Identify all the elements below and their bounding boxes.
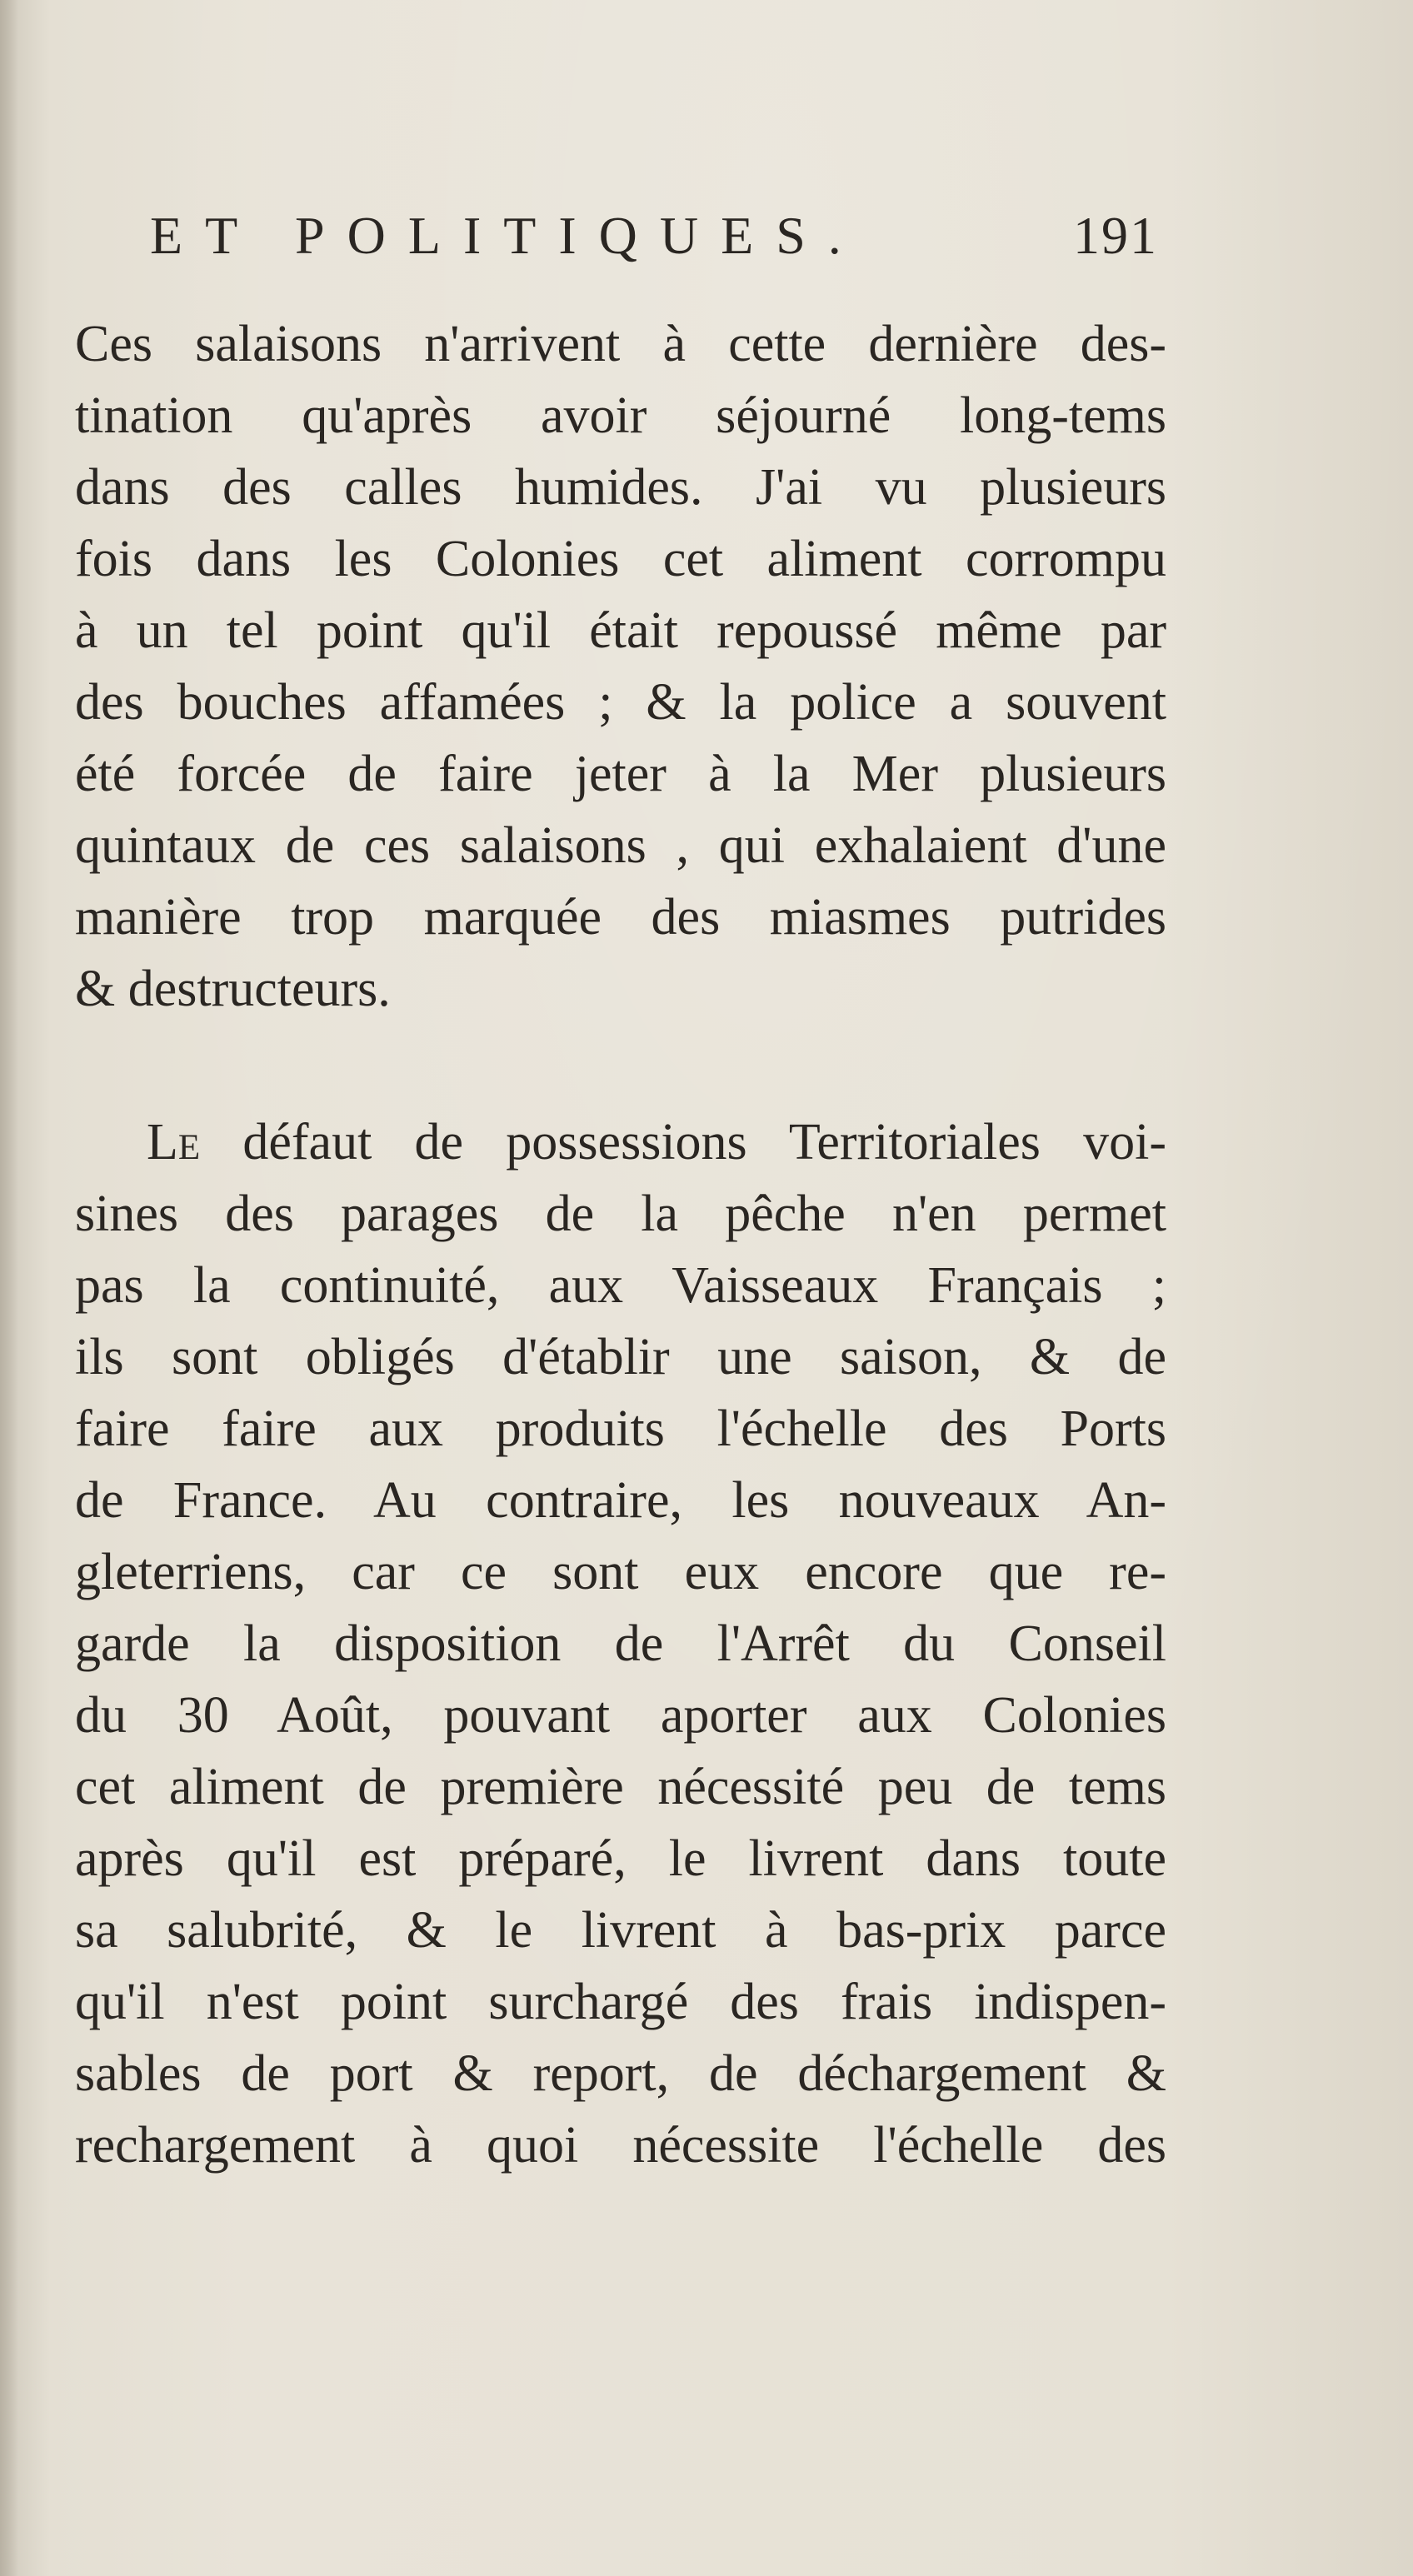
text-line: qu'il n'est point surchargé des frais indispen-	[75, 1974, 1166, 2030]
text-line: de France. Au contraire, les nouveaux An-	[75, 1472, 1166, 1529]
text-line: Ces salaisons n'arrivent à cette dernière des-	[75, 316, 1166, 372]
page-number: 191	[1073, 206, 1158, 265]
text-line: été forcée de faire jeter à la Mer plusieurs	[75, 746, 1166, 802]
text-line: pas la continuité, aux Vaisseaux Français ;	[75, 1257, 1166, 1314]
text-line: gleterriens, car ce sont eux encore que re-	[75, 1544, 1166, 1600]
text-line: & destructeurs.	[75, 961, 391, 1017]
text-line: garde la disposition de l'Arrêt du Conseil	[75, 1615, 1166, 1672]
text-line: à un tel point qu'il était repoussé même par	[75, 602, 1166, 659]
text-line-rest: défaut de possessions Territoriales voi-	[242, 1114, 1166, 1171]
body-text	[75, 308, 1166, 2181]
text-line: cet aliment de première nécessité peu de tems	[75, 1759, 1166, 1815]
text-line: rechargement à quoi nécessite l'échelle des	[75, 2117, 1166, 2174]
text-line: ils sont obligés d'établir une saison, & de	[75, 1329, 1166, 1385]
text-line: tination qu'après avoir séjourné long-tems	[75, 387, 1166, 444]
text-line: sables de port & report, de déchargement &	[75, 2045, 1166, 2102]
paragraph-1	[75, 308, 1166, 1025]
small-caps-opening-word: Le	[147, 1114, 201, 1171]
text-line: des bouches affamées ; & la police a souvent	[75, 674, 1166, 731]
gutter-shadow	[0, 0, 18, 2576]
text-line: manière trop marquée des miasmes putrides	[75, 889, 1166, 946]
text-line: faire faire aux produits l'échelle des Ports	[75, 1400, 1166, 1457]
paragraph-gap	[75, 1025, 1166, 1106]
text-line	[75, 1106, 1166, 1178]
text-line: du 30 Août, pouvant aporter aux Colonies	[75, 1687, 1166, 1744]
text-line: fois dans les Colonies cet aliment corrompu	[75, 531, 1166, 587]
page-header	[150, 198, 1158, 273]
text-line: quintaux de ces salaisons , qui exhalaient d'une	[75, 817, 1166, 874]
running-title: ET POLITIQUES.	[150, 206, 864, 265]
paragraph-2	[75, 1106, 1166, 2181]
text-line: sa salubrité, & le livrent à bas-prix parce	[75, 1902, 1166, 1959]
text-line: après qu'il est préparé, le livrent dans toute	[75, 1830, 1166, 1887]
text-line: sines des parages de la pêche n'en permet	[75, 1186, 1166, 1242]
text-line: dans des calles humides. J'ai vu plusieurs	[75, 459, 1166, 516]
